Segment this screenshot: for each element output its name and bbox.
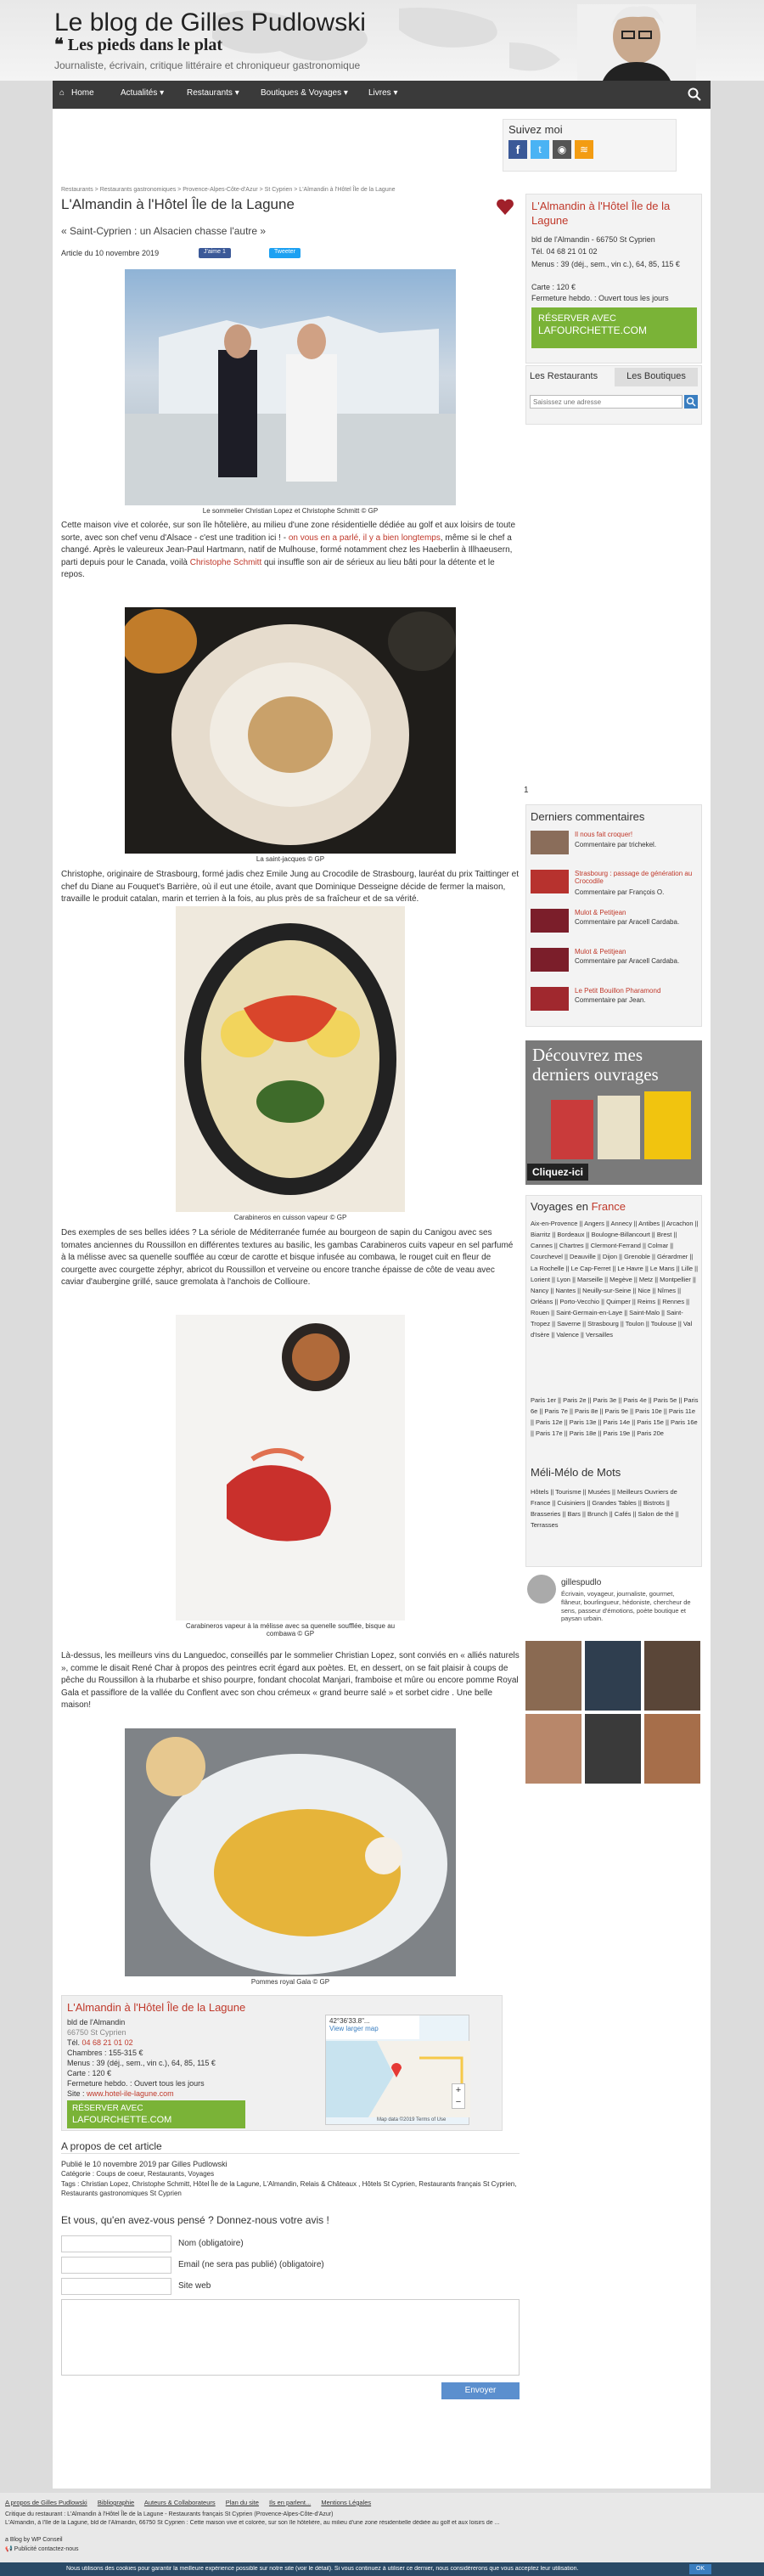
instagram-grid [525,1641,702,1784]
nav-home[interactable]: Home [71,88,94,98]
email-label: Email (ne sera pas publié) (obligatoire) [178,2260,324,2269]
recent-comments-title: Derniers commentaires [531,810,645,823]
heart-favorite-icon[interactable] [496,198,514,217]
books-cta-button[interactable]: Cliquez-ici [527,1164,588,1181]
sidebar-restaurant-box [525,194,702,364]
tweet-button[interactable]: Tweeter [269,248,301,258]
post-paragraph-1 [61,520,520,582]
infobox-rooms: Chambres : 155-315 € [67,2049,143,2057]
para1-text: Cette maison vive et colorée, sur son île hôtelière, au milieu d'une zone résidentielle dédiée au golf et aux loisirs de toute sorte, avec son chef venu d'Alsace - c'est une tradition ici ! - [61,521,515,543]
page-container [53,81,711,2489]
footer-link-plan[interactable]: Plan du site [225,2499,259,2506]
paris-links[interactable]: Paris 1er || Paris 2e || Paris 3e || Paris 4e || Paris 5e || Paris 6e || Paris 7e || Paris 8e || Paris 9e || Paris 10e || Paris 11e || Paris 12e || Paris 13e || Paris 14e || Paris 15e || Paris 16e || Paris 17e || Paris 18e || Paris 19e || Paris 20e [531,1396,699,1438]
comments-list [531,831,699,1026]
voyages-title-text: Voyages en [531,1200,588,1213]
website-label: Site web [178,2281,211,2291]
website-field[interactable] [61,2278,171,2295]
map-coordinates: 42°36'33.8"... [329,2017,370,2025]
submit-comment-button[interactable]: Envoyer [441,2382,520,2399]
infobox-tel [67,2038,133,2047]
map-attribution: Map data ©2019 Terms of Use [377,2117,447,2122]
sidebar-restaurant-name[interactable]: L'Almandin à l'Hôtel Île de la Lagune [531,200,671,227]
photo-carabineros-melisse [176,1315,405,1621]
photo-sommelier-chef [125,269,456,505]
about-categories[interactable]: Catégorie : Coups de coeur, Restaurants, Voyages [61,2170,215,2178]
infobox-carte: Carte : 120 € [67,2069,112,2077]
reserve-line1: RÉSERVER AVEC [72,2104,143,2113]
footer-link-about[interactable]: A propos de Gilles Pudlowski [5,2499,87,2506]
facebook-like-button[interactable]: J'aime 1 [199,248,231,258]
search-submit-button[interactable] [684,395,698,409]
author-portrait [577,4,696,81]
sidebar-restaurant-address: bld de l'Almandin - 66750 St Cyprien [531,235,655,244]
infobox-restaurant-name[interactable]: L'Almandin à l'Hôtel Île de la Lagune [67,2001,246,2014]
search-icon [684,395,698,409]
tab-restaurants[interactable]: Les Restaurants [530,371,598,381]
site-header [0,0,764,81]
comment-author: Commentaire par François O. [575,888,665,896]
comment-item[interactable] [531,987,699,1026]
infobox-tel-label: Tél. [67,2038,81,2047]
post-title: L'Almandin à l'Hôtel Île de la Lagune [61,196,295,212]
pager[interactable]: 1 [524,786,529,795]
post-paragraph-4: Là-dessus, les meilleurs vins du Languedoc, conseillés par le sommelier Christian Lopez, sont conviés en « alliés naturels », comme le disait René Char à propos des peintres ecrit égard aux poètes. Et, en dessert, on se fait plaisir à coups de pêche du Roussillon à la rhubarbe et shiso pourpre, fondant chocolat Manjari, framboise et mûre ou encore pomme Royal Gala et passiflore de la vallée du Conflent avec son chou crémeux « grand beurre salé » et sorbet cidre . Une belle maison! [61,1651,520,1710]
cookie-ok-button[interactable]: OK [689,2564,711,2574]
infobox-closing: Fermeture hebdo. : Ouvert tous les jours [67,2079,205,2088]
site-title[interactable]: Le blog de Gilles Pudlowski [54,8,366,37]
reserve-line1: RÉSERVER AVEC [538,313,616,324]
comment-item[interactable] [531,948,699,987]
infobox-site [67,2089,174,2098]
book-cover [551,1100,593,1159]
map-canvas [326,2041,470,2117]
restaurant-infobox [61,1995,503,2131]
megaphone-icon: 📢 [5,2546,13,2552]
post-date: Article du 10 novembre 2019 [61,249,160,257]
restaurant-search-box [525,365,702,425]
post-paragraph-3: Des exemples de ses belles idées ? La sériole de Méditerranée fumée au bourgeon de sapin du Canigou avec ses tomates anciennes du Roussillon en différentes textures au basilic, les gambas Carabineros cuits vapeur en sel parfumé à la mélisse avec sa quenelle soufflée au cœur de carotte et bisque infusée au combawa, le rouget cuit en fleur de courgette avec courgette zéphyr, abricot du Roussillon et verveine ou encore tranche épaisse de côte de veau avec caviar d'aubergine grillé, sauce gremolata à l'anchois de Collioure. [61,1228,514,1287]
footer-contact-text: Publicité contactez-nous [14,2546,79,2552]
map-zoom-controls[interactable]: + − [452,2083,465,2109]
voyages-cities-links[interactable]: Aix-en-Provence || Angers || Annecy || Antibes || Arcachon || Biarritz || Bordeaux || Boulogne-Billancourt || Brest || Cannes || Chartres || Clermont-Ferrand || Colmar || Courchevel || Deauville || Dijon || Grenoble || Gérardmer || La Rochelle || Le Cap-Ferret || Le Havre || Le Mans || Lille || Lorient || Lyon || Marseille || Megève || Metz || Montpellier || Nancy || Nantes || Neuilly-sur-Seine || Nice || Nîmes || Orléans || Porto-Vecchio || Quimper || Reims || Rennes || Rouen || Saint-Germain-en-Laye || Saint-Malo || Saint-Tropez || Saverne || Strasbourg || Toulon || Toulouse || Val d'Isère || Valence || Versailles [531,1220,699,1339]
comment-form-heading: Et vous, qu'en avez-vous pensé ? Donnez-nous votre avis ! [61,2214,329,2226]
about-published: Publié le 10 novembre 2019 par Gilles Pudlowski [61,2160,228,2168]
photo-saint-jacques [125,607,456,854]
nav-livres[interactable]: Livres ▾ [368,88,398,98]
sidebar-restaurant-menus: Menus : 39 (déj., sem., vin c.), 64, 85, 115 € [531,260,680,268]
comment-item[interactable] [531,831,699,870]
book-cover [644,1091,691,1159]
books-banner[interactable] [525,1040,702,1185]
home-icon[interactable]: ⌂ [59,88,65,98]
comment-title[interactable]: Il nous fait croquer! [575,831,633,838]
sidebar-restaurant-carte: Carte : 120 € [531,283,576,291]
comment-author: Commentaire par Aracell Cardaba. [575,918,680,926]
comment-thumbnail [531,987,569,1011]
photo-caption: Carabineros vapeur à la mélisse avec sa quenelle soufflée, bisque au combawa © GP [185,1622,396,1637]
para1-text-b: , même si le chef a changé. Après le valeureux Jean-Paul Hartmann, natif de Mulhouse, formé notamment chez les Haeberlin à Illhaeusern, parti depuis pour le Canada, voilà [61,533,513,567]
map-info-card [326,2015,419,2039]
nav-boutiques-voyages[interactable]: Boutiques & Voyages ▾ [261,88,348,98]
instagram-photo[interactable] [585,1714,641,1784]
para1-text-c: qui insuffle son air de sérieux au lieu bâti pour la détente et le repos. [61,557,495,579]
instagram-username[interactable]: gillespudlo [561,1578,602,1587]
rss-icon[interactable]: ≋ [575,140,593,159]
map-larger-link[interactable]: View larger map [329,2025,379,2032]
footer-contact[interactable] [5,2545,79,2552]
instagram-icon[interactable]: ◉ [553,140,571,159]
para1-link-chef[interactable]: Christophe Schmitt [189,557,262,567]
breadcrumb[interactable]: Restaurants > Restaurants gastronomiques > Provence-Alpes-Côte-d'Azur > St Cyprien > L'Almandin à l'Hôtel Île de la Lagune [61,187,396,193]
site-tagline [54,34,222,55]
comment-item[interactable] [531,870,699,909]
comment-textarea[interactable] [61,2299,520,2376]
infobox-menus: Menus : 39 (déj., sem., vin c.), 64, 85, 115 € [67,2059,216,2067]
book-cover [598,1096,640,1159]
instagram-widget [525,1573,702,1785]
sidebar-restaurant-tel: Tél. 04 68 21 01 02 [531,247,598,256]
about-divider [61,2153,520,2154]
recent-comments-box [525,804,702,1027]
instagram-photo[interactable] [525,1714,581,1784]
twitter-icon[interactable]: t [531,140,549,159]
main-nav [53,81,711,109]
voyages-box [525,1195,702,1567]
photo-caption: Le sommelier Christian Lopez et Christophe Schmitt © GP [202,507,379,515]
infobox-site-label: Site : [67,2089,85,2098]
location-map[interactable] [325,2015,469,2125]
books-banner-title: Découvrez mes derniers ouvrages [532,1045,659,1085]
voyages-title [531,1200,626,1213]
footer-links [5,2499,752,2506]
main-content [61,187,503,221]
infobox-site-link[interactable]: www.hotel-ile-lagune.com [87,2089,174,2098]
reserve-line2: LAFOURCHETTE.COM [72,2115,172,2125]
infobox-reserve-button[interactable] [67,2100,245,2128]
avatar [527,1575,556,1604]
about-heading: A propos de cet article [61,2140,162,2152]
tab-boutiques[interactable]: Les Boutiques [615,368,698,386]
comment-author: Commentaire par Jean. [575,996,646,1004]
cookie-banner [0,2562,764,2576]
follow-box [503,119,677,172]
comment-thumbnail [531,831,569,854]
footer-link-mentions[interactable]: Mentions Légales [321,2499,372,2506]
infobox-address: bld de l'Almandin [67,2018,126,2026]
footer-summary-line: L'Almandin, à l'Île de la Lagune, bld de l'Almandin, 66750 St Cyprien : Cette maison vive et colorée, sur son île hôtelière, au milieu d'une zone résidentielle dédiée au golf et aux loisirs de ... [5,2520,500,2526]
comment-thumbnail [531,948,569,972]
follow-title: Suivez moi [508,123,563,136]
comment-author: Commentaire par trichekel. [575,841,657,848]
infobox-tel-link[interactable]: 04 68 21 01 02 [81,2038,133,2047]
comment-title[interactable]: Mulot & Petitjean [575,948,626,955]
comment-title[interactable]: Le Petit Bouillon Pharamond [575,987,661,995]
melo-links[interactable]: Hôtels || Tourisme || Musées || Meilleurs Ouvriers de France || Cuisiniers || Grandes Tables || Bistrots || Brasseries || Bars || Brunch || Cafés || Salon de thé || Terrasses [531,1488,679,1530]
sidebar-reserve-button[interactable] [531,307,697,348]
infobox-postcode: 66750 St Cyprien [67,2028,126,2037]
nav-restaurants[interactable]: Restaurants ▾ [187,88,239,98]
reserve-line2: LAFOURCHETTE.COM [538,324,648,337]
melo-title: Méli-Mélo de Mots [531,1466,621,1479]
photo-carabineros-cuisson [176,906,405,1212]
comment-item[interactable] [531,909,699,948]
quote-icon: ❝ [54,36,64,54]
footer-link-bibliographie[interactable]: Bibliographie [97,2499,135,2506]
address-search-input[interactable] [530,395,683,409]
facebook-icon[interactable]: f [508,140,527,159]
footer-credit[interactable]: a Blog by WP Conseil [5,2537,63,2543]
photo-caption: Pommes royal Gala © GP [250,1978,330,1986]
instagram-photo[interactable] [644,1714,700,1784]
post-paragraph-2: Christophe, originaire de Strasbourg, formé jadis chez Emile Jung au Crocodile de Strasbourg, lauréat du prix Taittinger et chef du Diane au Fouquet's Barrière, où il eut une étoile, avant que Dominique Desseigne décide de fermer la maison, travaille le produit catalan, marin et terrien à la fois, au plus près de sa fraîcheur et de sa vérité. [61,870,519,904]
instagram-photo[interactable] [525,1641,581,1711]
footer-link-ils-en-parlent[interactable]: Ils en parlent... [269,2499,312,2506]
sidebar-restaurant-closing: Fermeture hebdo. : Ouvert tous les jours [531,294,669,302]
photo-pomme-royal-gala [125,1728,456,1976]
comment-title[interactable]: Mulot & Petitjean [575,909,626,916]
map-pin-icon [390,2060,403,2078]
comment-author: Commentaire par Aracell Cardaba. [575,957,680,965]
site-description: Journaliste, écrivain, critique littéraire et chroniqueur gastronomique [54,59,361,71]
photo-caption: Carabineros en cuisson vapeur © GP [233,1214,347,1221]
comment-title[interactable]: Strasbourg : passage de génération au Crocodile [575,870,693,885]
name-field[interactable] [61,2235,171,2252]
nav-actualites[interactable]: Actualités ▾ [121,88,165,98]
voyages-title-link[interactable]: France [591,1200,626,1213]
footer-review-line: Critique du restaurant : L'Almandin à l'Hôtel Île de la Lagune - Restaurants français St Cyprien (Provence-Alpes-Côte-d'Azur) [5,2511,334,2517]
instagram-photo[interactable] [585,1641,641,1711]
name-label: Nom (obligatoire) [178,2239,244,2248]
email-field[interactable] [61,2257,171,2274]
comment-thumbnail [531,909,569,933]
comment-thumbnail [531,870,569,893]
about-tags[interactable]: Tags : Christian Lopez, Christophe Schmitt, Hôtel Île de la Lagune, L'Almandin, Relais & Châteaux , Hôtels St Cyprien, Restaurants français St Cyprien, Restaurants gastronomiques St Cyprien [61,2180,517,2198]
instagram-photo[interactable] [644,1641,700,1711]
cookie-text: Nous utilisons des cookies pour garantir la meilleure expérience possible sur notre site (voir le détail). Si vous continuez à utiliser ce dernier, nous considérerons que vous acceptez leur utilisation. [66,2566,579,2572]
search-icon[interactable] [687,87,702,102]
post-subtitle: « Saint-Cyprien : un Alsacien chasse l'autre » [61,225,267,237]
para1-link-archive[interactable]: on vous en a parlé, il y a bien longtemps [288,533,441,543]
tagline-text: Les pieds dans le plat [67,36,223,54]
footer-link-auteurs[interactable]: Auteurs & Collaborateurs [143,2499,216,2506]
photo-caption: La saint-jacques © GP [256,855,325,863]
instagram-bio: Écrivain, voyageur, journaliste, gourmet, flâneur, bourlingueur, hédoniste, chercheur de sens, passeur d'émotions, poète boutique et paysan urbain. [561,1590,691,1623]
